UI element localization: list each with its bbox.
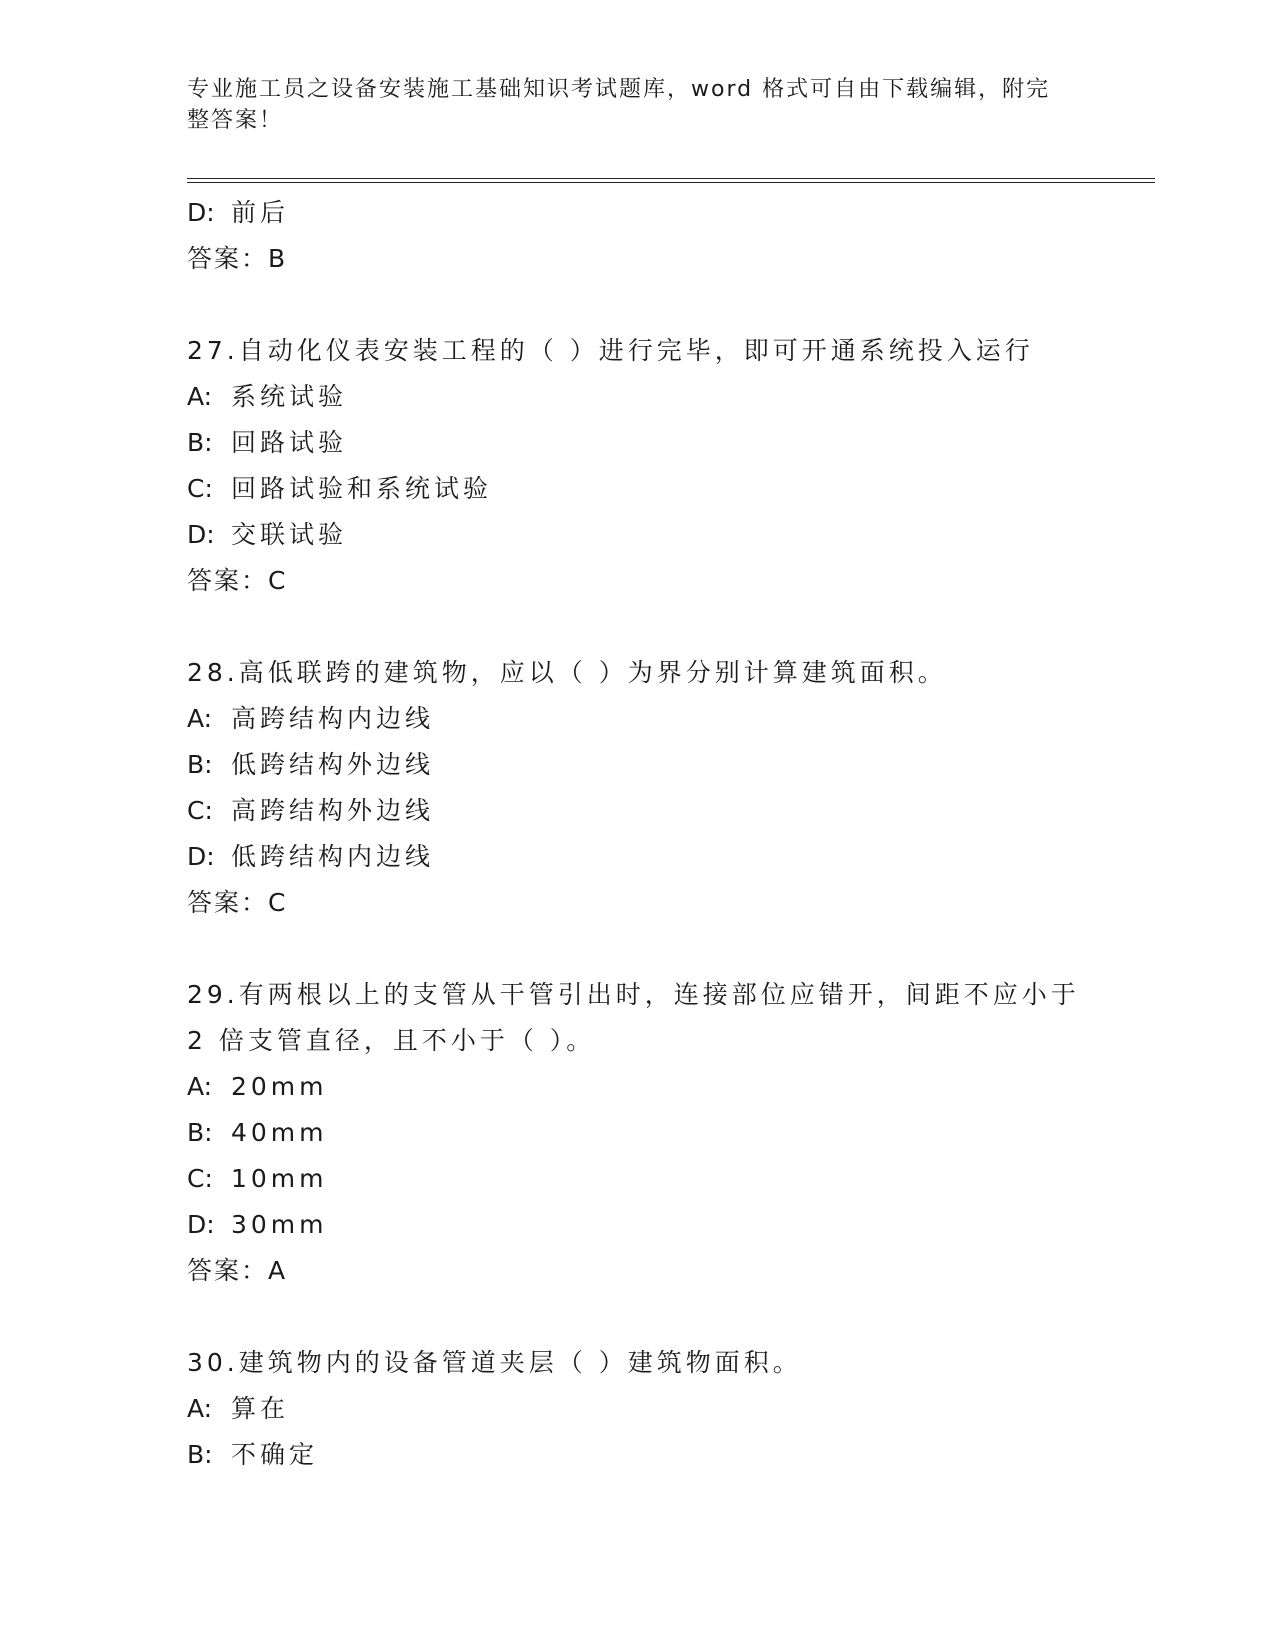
option-key: B: [187,1118,213,1147]
option-b [187,1110,1087,1156]
option-key: D: [187,842,215,871]
option-c [187,1156,1087,1202]
question-stem: 30.建筑物内的设备管道夹层（ ）建筑物面积。 [187,1348,802,1377]
answer-line: 答案：A [187,1256,288,1285]
option-text: 20mm [231,1072,328,1101]
option-key: C: [187,1164,213,1193]
header-rule-top [187,178,1155,179]
option-d [187,834,1087,880]
option-key: A: [187,704,213,733]
option-text: 交联试验 [231,520,348,549]
option-text: 低跨结构外边线 [231,750,435,779]
option-a [187,374,1087,420]
option-key: A: [187,1394,213,1423]
option-text: 系统试验 [231,382,348,411]
option-key: D: [187,520,215,549]
option-text: 10mm [231,1164,328,1193]
option-key: C: [187,796,213,825]
question-stem: 28.高低联跨的建筑物，应以（ ）为界分别计算建筑面积。 [187,658,947,687]
option-text: 30mm [231,1210,328,1239]
option-key: D: [187,198,215,227]
header-rule-bottom [187,182,1155,183]
question-stem-line-1: 29.有两根以上的支管从干管引出时，连接部位应错开，间距不应小于 [187,980,1080,1009]
option-a [187,696,1087,742]
option-key: B: [187,750,213,779]
option-c [187,466,1087,512]
option-key: D: [187,1210,215,1239]
answer-line: 答案：B [187,244,288,273]
option-d [187,190,1087,236]
answer-line: 答案：C [187,888,288,917]
option-key: B: [187,428,213,457]
document-header: 专业施工员之设备安装施工基础知识考试题库，word 格式可自由下载编辑，附完整答案！ [187,77,1051,133]
option-key: C: [187,474,213,503]
question-stem: 27.自动化仪表安装工程的（ ）进行完毕，即可开通系统投入运行 [187,336,1034,365]
question-30 [187,1340,1087,1478]
option-a [187,1386,1087,1432]
question-stem-line-2: 2 倍支管直径，且不小于（ ）。 [187,1026,596,1055]
option-d [187,512,1087,558]
option-text: 回路试验 [231,428,348,457]
question-list [187,190,1087,1478]
option-c [187,788,1087,834]
question-29 [187,972,1087,1294]
option-text: 高跨结构内边线 [231,704,435,733]
option-text: 算在 [231,1394,290,1423]
option-d [187,1202,1087,1248]
option-text: 低跨结构内边线 [231,842,435,871]
option-text: 40mm [231,1118,328,1147]
option-text: 回路试验和系统试验 [231,474,493,503]
option-text: 前后 [231,198,290,227]
option-b [187,1432,1087,1478]
option-a [187,1064,1087,1110]
option-key: A: [187,1072,213,1101]
answer-line: 答案：C [187,566,288,595]
option-text: 高跨结构外边线 [231,796,435,825]
option-b [187,420,1087,466]
option-key: A: [187,382,213,411]
option-b [187,742,1087,788]
option-text: 不确定 [231,1440,319,1469]
option-key: B: [187,1440,213,1469]
question-27 [187,328,1087,604]
question-28 [187,650,1087,926]
